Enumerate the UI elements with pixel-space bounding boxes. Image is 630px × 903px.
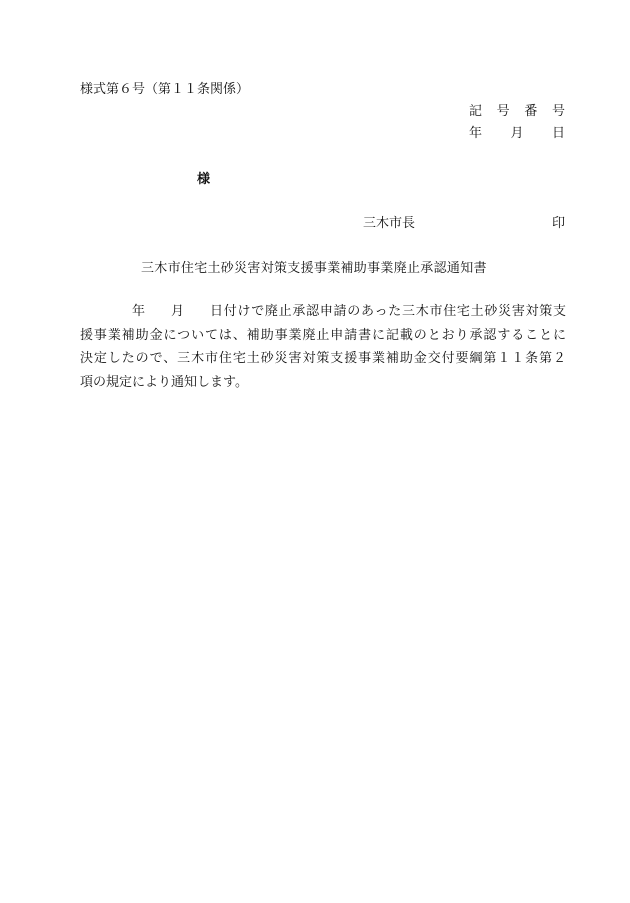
date-year: 年 [469,126,483,141]
notice-body [80,300,566,394]
date-month: 月 [510,126,524,141]
body-line-2: 援事業補助金については、補助事業廃止申請書に記載のとおり承認することに [80,327,566,343]
record-ban: 番 [524,104,538,119]
body-line-4: 項の規定により通知します。 [80,374,248,390]
issuer-name: 三木市長 [363,216,416,231]
document-title: 三木市住宅土砂災害対策支援事業補助事業廃止承認通知書 [141,261,487,276]
addressee-suffix: 様 [197,172,211,187]
record-number-row [469,105,565,118]
body-year: 年 [132,304,146,319]
date-day: 日 [551,126,565,141]
body-line-1 [80,300,566,324]
body-line-1-text: 日付けで廃止承認申請のあった三木市住宅土砂災害対策支 [210,304,566,319]
seal-mark: 印 [552,216,566,231]
record-go2: 号 [551,104,565,119]
record-go: 号 [496,104,510,119]
body-month: 月 [171,304,185,319]
body-line-3: 決定したので、三木市住宅土砂災害対策支援事業補助金交付要綱第１１条第２ [80,351,566,366]
issue-date-row [469,127,565,140]
record-ki: 記 [469,104,483,119]
form-number-label: 様式第６号（第１１条関係） [80,82,250,97]
